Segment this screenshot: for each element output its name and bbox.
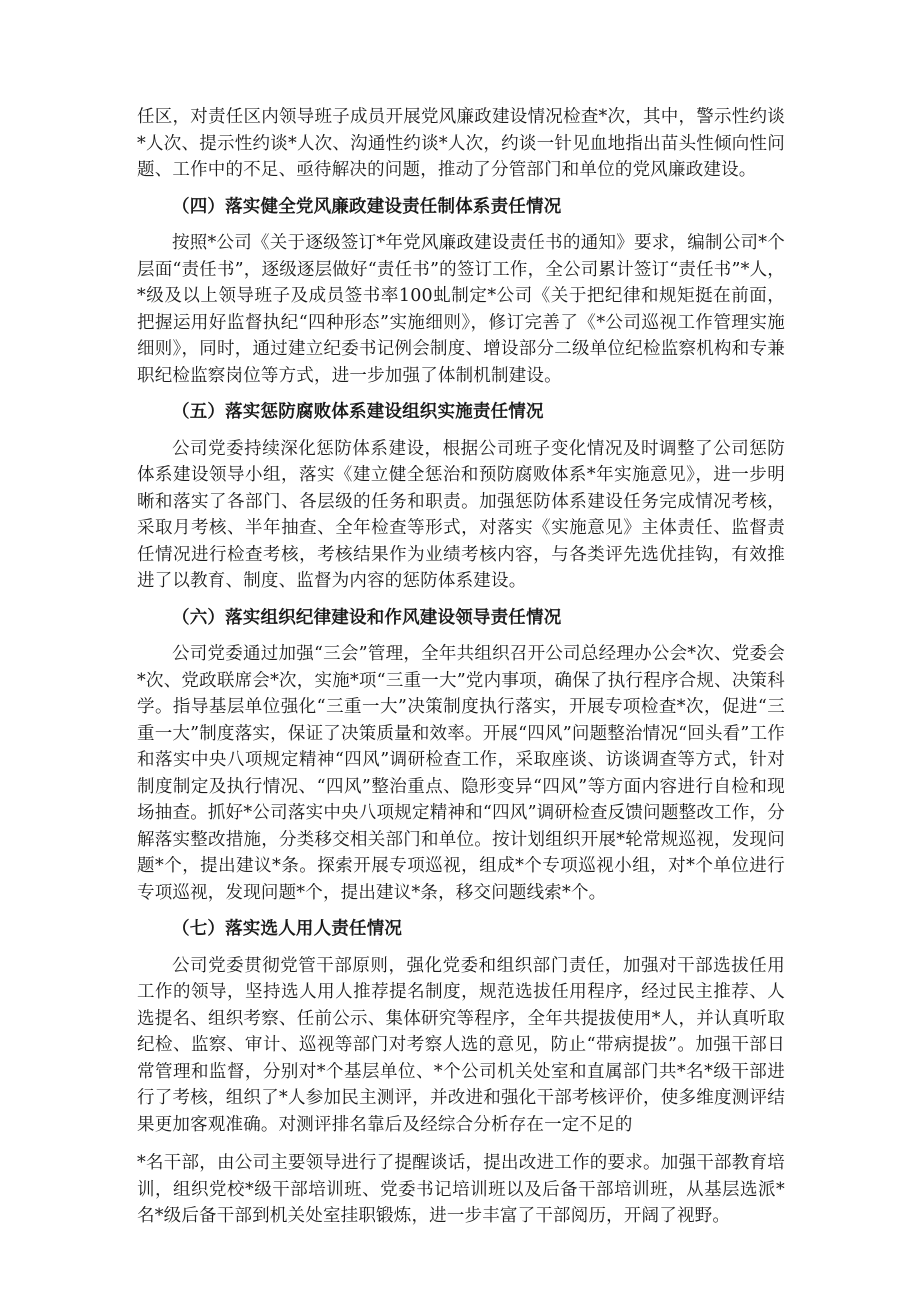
section-heading-4: （四）落实健全党风廉政建设责任制体系责任情况 (172, 196, 562, 217)
section-heading-5: （五）落实惩防腐败体系建设组织实施责任情况 (172, 402, 544, 422)
paragraph-section-7-continued: *名干部，由公司主要领导进行了提醒谈话，提出改进工作的要求。加强干部教育培训，组织党校*级干部培训班、党委书记培训班以及后备干部培训班，从基层选派*名*级后备干部到机关处室挂职锻炼，进一步丰富了干部阅历，开阔了视野。 (137, 1153, 785, 1226)
section-heading-7: （七）落实选人用人责任情况 (172, 919, 403, 939)
paragraph-section-7: 公司党委贯彻党管干部原则，强化党委和组织部门责任，加强对干部选拔任用工作的领导，坚持选人用人推荐提名制度，规范选拔任用程序，经过民主推荐、人选提名、组织考察、任前公示、集体研究等程序，全年共提拔使用*人，并认真听取纪检、监察、审计、巡视等部门对考察人选的意见，防止“带病提拔”。加强干部日常管理和监督，分别对*个基层单位、*个公司机关处室和直属部门共*名*级干部进行了考核，组织了*人参加民主测评，并改进和强化干部考核评价，使多维度测评结果更加客观准确。对测评排名靠后及经综合分析存在一定不足的 (137, 955, 785, 1135)
document-page (137, 104, 785, 1230)
paragraph-section-6: 公司党委通过加强“三会”管理，全年共组织召开公司总经理办公会*次、党委会*次、党政联席会*次，实施*项“三重一大”党内事项，确保了执行程序合规、决策科学。指导基层单位强化“三重一大”决策制度执行落实，开展专项检查*次，促进“三重一大”制度落实，保证了决策质量和效率。开展“四风”问题整治情况“回头看”工作和落实中央八项规定精神“四风”调研检查工作，采取座谈、访谈调查等方式，针对制度制定及执行情况、“四风”整治重点、隐形变异“四风”等方面内容进行自检和现场抽查。抓好*公司落实中央八项规定精神和“四风”调研检查反馈问题整改工作，分解落实整改措施，分类移交相关部门和单位。按计划组织开展*轮常规巡视，发现问题*个，提出建议*条。探索开展专项巡视，组成*个专项巡视小组，对*个单位进行专项巡视，发现问题*个，提出建议*条，移交问题线索*个。 (137, 644, 785, 903)
paragraph-section-5: 公司党委持续深化惩防体系建设，根据公司班子变化情况及时调整了公司惩防体系建设领导小组，落实《建立健全惩治和预防腐败体系*年实施意见》，进一步明晰和落实了各部门、各层级的任务和职责。加强惩防体系建设任务完成情况考核，采取月考核、半年抽查、全年检查等形式，对落实《实施意见》主体责任、监督责任情况进行检查考核，考核结果作为业绩考核内容，与各类评先选优挂钩，有效推进了以教育、制度、监督为内容的惩防体系建设。 (137, 438, 785, 591)
paragraph-section-4: 按照*公司《关于逐级签订*年党风廉政建设责任书的通知》要求，编制公司*个层面“责任书”，逐级逐层做好“责任书”的签订工作，全公司累计签订“责任书”*人，*级及以上领导班子及成员签书率100虬制定*公司《关于把纪律和规矩挺在前面，把握运用好监督执纪“四种形态”实施细则》，修订完善了《*公司巡视工作管理实施细则》，同时，通过建立纪委书记例会制度、增设部分二级单位纪检监察机构和专兼职纪检监察岗位等方式，进一步加强了体制机制建设。 (137, 233, 785, 386)
section-heading-6: （六）落实组织纪律建设和作风建设领导责任情况 (172, 607, 562, 628)
paragraph-continuation: 任区，对责任区内领导班子成员开展党风廉政建设情况检查*次，其中，警示性约谈*人次、提示性约谈*人次、沟通性约谈*人次，约谈一针见血地指出苗头性倾向性问题、工作中的不足、亟待解决的问题，推动了分管部门和单位的党风廉政建设。 (137, 107, 785, 180)
